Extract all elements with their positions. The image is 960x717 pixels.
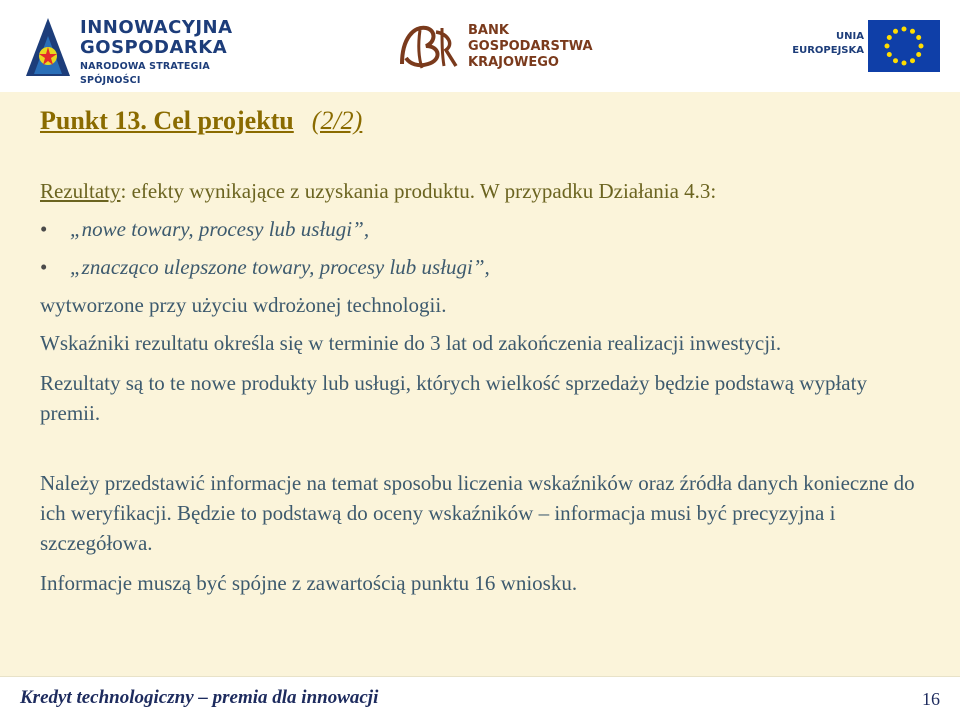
- ig-logo-line1: INNOWACYJNA: [80, 17, 233, 38]
- header-bar: [0, 0, 960, 92]
- indicators-paragraph: Wskaźniki rezultatu określa się w terminie do 3 lat od zakończenia realizacji inwestycji.: [40, 331, 782, 355]
- title-main: Punkt 13. Cel projektu: [40, 106, 294, 135]
- bullet-text: „nowe towary, procesy lub usługi”,: [70, 217, 370, 241]
- innowacyjna-gospodarka-logo: [22, 14, 242, 84]
- results-paragraph: Rezultaty są to te nowe produkty lub usługi, których wielkość sprzedaży będzie podstawą wypłaty premii.: [40, 371, 867, 425]
- bgk-logo-line3: KRAJOWEGO: [468, 55, 559, 70]
- title-subtitle: (2/2): [311, 106, 363, 135]
- eu-logo: [780, 20, 940, 76]
- bullet-item: [40, 252, 920, 282]
- bgk-logo: [396, 20, 596, 80]
- bullet-dot-icon: •: [40, 217, 48, 241]
- bgk-monogram-icon: [396, 20, 460, 72]
- innowacyjna-gospodarka-emblem-icon: [22, 14, 76, 82]
- ig-logo-line3: NARODOWA STRATEGIA SPÓJNOŚCI: [80, 61, 210, 86]
- consistency-paragraph: Informacje muszą być spójne z zawartością punktu 16 wniosku.: [40, 571, 578, 595]
- ig-logo-line2: GOSPODARKA: [80, 37, 228, 58]
- bullet-item: [40, 214, 920, 244]
- eu-logo-line1: UNIA: [836, 31, 864, 42]
- intro-text: : efekty wynikające z uzyskania produktu. W przypadku Działania 4.3:: [120, 179, 717, 203]
- footer-title: Kredyt technologiczny – premia dla innowacji: [20, 687, 379, 708]
- intro-paragraph: [40, 176, 920, 206]
- eu-flag-icon: [868, 20, 940, 72]
- slide-title: [40, 106, 362, 136]
- bgk-logo-line2: GOSPODARSTWA: [468, 39, 593, 54]
- page-number: 16: [922, 689, 940, 709]
- technology-paragraph: wytworzone przy użyciu wdrożonej technologii.: [40, 293, 447, 317]
- slide-content: [40, 176, 920, 598]
- footer-bar: [0, 676, 960, 717]
- bgk-logo-line1: BANK: [468, 23, 509, 38]
- information-paragraph: Należy przedstawić informacje na temat sposobu liczenia wskaźników oraz źródła danych konieczne do ich weryfikacji. Będzie to podstawą do oceny wskaźników – informacja musi być precyzyjna i szczegółowa.: [40, 471, 915, 555]
- eu-logo-line2: EUROPEJSKA: [792, 45, 864, 56]
- rezultaty-label: Rezultaty: [40, 179, 121, 203]
- bullet-dot-icon: •: [40, 255, 48, 279]
- bullet-text: „znacząco ulepszone towary, procesy lub usługi”,: [70, 255, 490, 279]
